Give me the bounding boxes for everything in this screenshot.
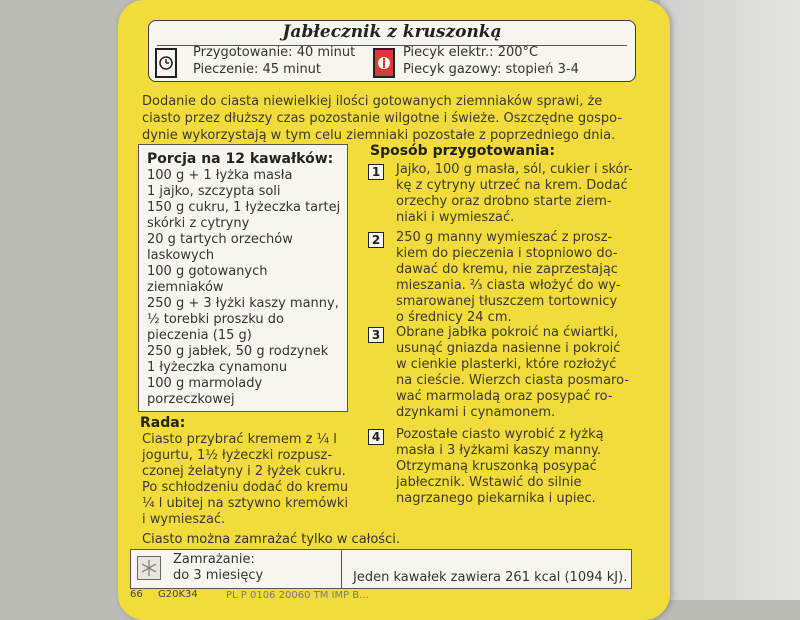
ingredient-line: laskowych bbox=[147, 248, 215, 263]
ingredient-line: skórki z cytryny bbox=[147, 216, 250, 231]
step-line: Otrzymaną kruszonką posypać bbox=[396, 459, 597, 474]
freeze-note: Ciasto można zamrażać tylko w całości. bbox=[142, 532, 400, 547]
step-line: usunąć gniazda nasienne i pokroić bbox=[396, 341, 621, 356]
intro-line: dynie wykorzystają w tym celu ziemniaki pozostałe z poprzedniego dnia. bbox=[142, 128, 616, 143]
step-line: jabłecznik. Wstawić do silnie bbox=[396, 475, 582, 490]
tip-title: Rada: bbox=[140, 415, 186, 431]
step-line: dzynkami i cynamonem. bbox=[396, 405, 556, 420]
step-number: 2 bbox=[368, 232, 384, 248]
ingredients-title: Porcja na 12 kawałków: bbox=[147, 151, 334, 167]
clock-icon bbox=[155, 48, 177, 78]
step-line: o średnicy 24 cm. bbox=[396, 310, 512, 325]
step-number: 1 bbox=[368, 164, 384, 180]
step-line: Obrane jabłka pokroić na ćwiartki, bbox=[396, 325, 619, 340]
ingredient-line: ½ torebki proszku do bbox=[147, 312, 284, 327]
recipe-header bbox=[148, 20, 636, 82]
card-code: G20K34 bbox=[158, 589, 198, 600]
tip-line: Po schłodzeniu dodać do kremu bbox=[142, 480, 349, 495]
method-title: Sposób przygotowania: bbox=[370, 143, 555, 159]
step-line: na cieście. Wierzch ciasta posmaro- bbox=[396, 373, 630, 388]
bake-time: Pieczenie: 45 minut bbox=[193, 62, 322, 77]
oven-icon bbox=[373, 48, 395, 78]
recipe-intro bbox=[142, 93, 636, 144]
step-line: 250 g manny wymieszać z prosz- bbox=[396, 230, 613, 245]
step-line: masła i 3 łyżkami kaszy manny. bbox=[396, 443, 601, 458]
ingredient-line: 250 g jabłek, 50 g rodzynek bbox=[147, 344, 329, 359]
step-number: 3 bbox=[368, 327, 384, 343]
prep-time: Przygotowanie: 40 minut bbox=[193, 45, 356, 60]
step-number: 4 bbox=[368, 429, 384, 445]
step-line: smarowanej tłuszczem tortownicy bbox=[396, 294, 618, 309]
step-line: w cienkie plasterki, które rozłożyć bbox=[396, 357, 617, 372]
oven-electric-temp: Piecyk elektr.: 200°C bbox=[403, 45, 539, 60]
info-footer bbox=[130, 549, 632, 589]
calorie-info: Jeden kawałek zawiera 261 kcal (1094 kJ). bbox=[353, 570, 628, 585]
recipe-title: Jabłecznik z kruszonką bbox=[282, 22, 502, 42]
step-line: kę z cytryny utrzeć na krem. Dodać bbox=[396, 178, 628, 193]
step-line: Jajko, 100 g masła, sól, cukier i skór- bbox=[396, 162, 633, 177]
snowflake-icon bbox=[137, 556, 161, 580]
step-line: dawać do kremu, nie zaprzestając bbox=[396, 262, 618, 277]
footer-divider bbox=[341, 550, 342, 588]
ingredient-line: ziemniaków bbox=[147, 280, 224, 295]
background-surface bbox=[660, 0, 800, 600]
ingredient-line: 20 g tartych orzechów bbox=[147, 232, 293, 247]
step-line: Pozostałe ciasto wyrobić z łyżką bbox=[396, 427, 604, 442]
ingredient-line: 100 g marmolady bbox=[147, 376, 263, 391]
step-line: nagrzanego piekarnika i upiec. bbox=[396, 491, 596, 506]
freeze-label: Zamrażanie: bbox=[173, 552, 255, 567]
step-line: orzechy oraz drobno starte ziem- bbox=[396, 194, 612, 209]
intro-line: Dodanie do ciasta niewielkiej ilości gotowanych ziemniaków sprawi, że bbox=[142, 94, 603, 109]
ingredient-line: 250 g + 3 łyżki kaszy manny, bbox=[147, 296, 339, 311]
ingredients-box bbox=[138, 144, 348, 412]
tip-line: i wymieszać. bbox=[142, 512, 226, 527]
page-number: 66 bbox=[130, 589, 143, 600]
printer-code: PL P 0106 20060 TM IMP B... bbox=[226, 590, 369, 601]
ingredient-line: pieczenia (15 g) bbox=[147, 328, 252, 343]
ingredient-line: porzeczkowej bbox=[147, 392, 235, 407]
freeze-duration: do 3 miesięcy bbox=[173, 568, 264, 583]
oven-gas-setting: Piecyk gazowy: stopień 3-4 bbox=[403, 62, 579, 77]
ingredient-line: 150 g cukru, 1 łyżeczka tartej bbox=[147, 200, 341, 215]
step-line: kiem do pieczenia i stopniowo do- bbox=[396, 246, 618, 261]
ingredient-line: 1 łyżeczka cynamonu bbox=[147, 360, 288, 375]
ingredient-line: 1 jajko, szczypta soli bbox=[147, 184, 281, 199]
step-line: wać marmoladą oraz posypać ro- bbox=[396, 389, 613, 404]
step-line: mieszania. ⅔ ciasta włożyć do wy- bbox=[396, 278, 621, 293]
tip-line: Ciasto przybrać kremem z ¼ l bbox=[142, 432, 337, 447]
ingredient-line: 100 g + 1 łyżka masła bbox=[147, 168, 293, 183]
tip-line: ¼ l ubitej na sztywno kremówki bbox=[142, 496, 349, 511]
step-line: niaki i wymieszać. bbox=[396, 210, 515, 225]
ingredient-line: 100 g gotowanych bbox=[147, 264, 268, 279]
tip-line: jogurtu, 1½ łyżeczki rozpusz- bbox=[142, 448, 333, 463]
intro-line: ciasto przez dłuższy czas pozostanie wilgotne i świeże. Oszczędne gospo- bbox=[142, 111, 623, 126]
tip-line: czonej żelatyny i 2 łyżek cukru. bbox=[142, 464, 346, 479]
